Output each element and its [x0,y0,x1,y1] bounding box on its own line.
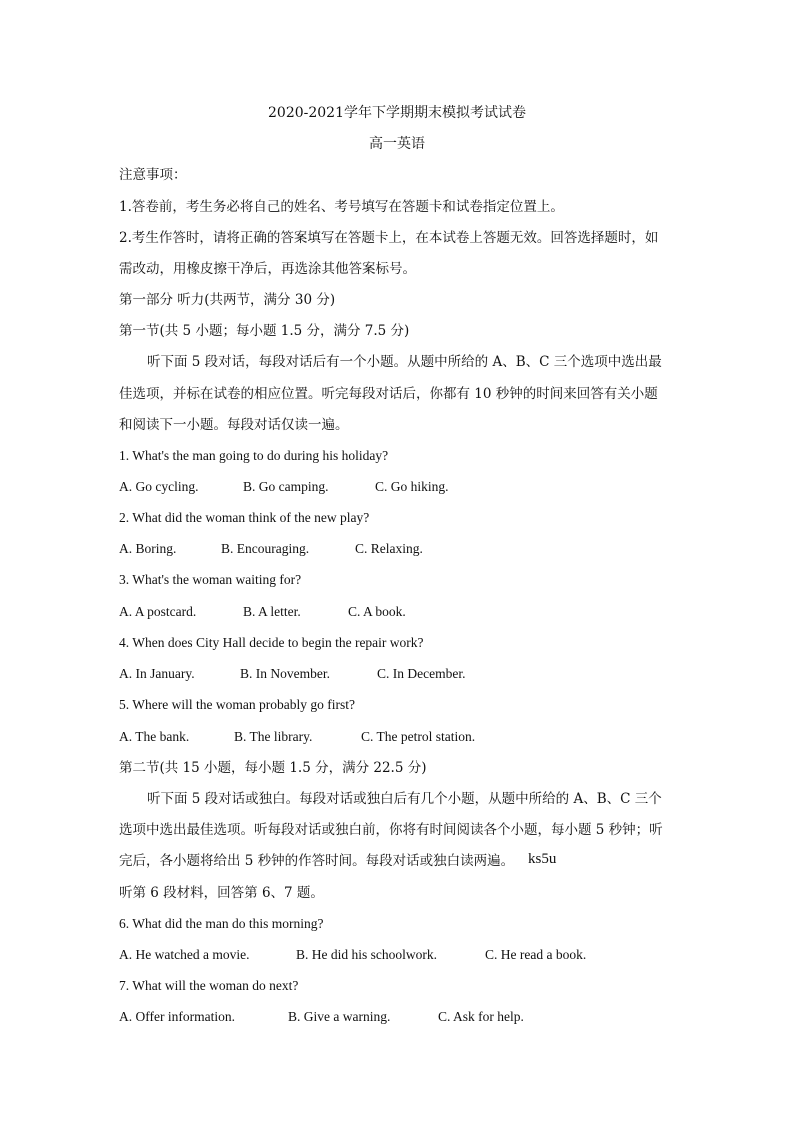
section2-heading: 第二节(共 15 小题，每小题 1.5 分，满分 22.5 分) [119,760,427,776]
option-c[interactable]: C. He read a book. [485,947,587,962]
option-b[interactable]: B. The library. [234,729,313,744]
option-c[interactable]: C. The petrol station. [361,729,476,744]
option-a[interactable]: A. A postcard. [119,604,197,619]
option-a[interactable]: A. The bank. [119,729,190,744]
section2-instructions-line-1: 听下面 5 段对话或独白。每段对话或独白后有几个小题，从题中所给的 A、B、C 三个 [147,791,662,807]
option-a[interactable]: A. Boring. [119,541,177,556]
section1-instructions-line-1: 听下面 5 段对话，每段对话后有一个小题。从题中所给的 A、B、C 三个选项中选出最 [147,354,662,370]
option-a[interactable]: A. Go cycling. [119,479,199,494]
option-b[interactable]: B. Give a warning. [288,1009,391,1024]
option-a[interactable]: A. Offer information. [119,1009,235,1024]
notice-item-2-line-1: 2.考生作答时，请将正确的答案填写在答题卡上，在本试卷上答题无效。回答选择题时，如 [119,230,659,246]
option-a[interactable]: A. In January. [119,666,195,681]
option-a[interactable]: A. He watched a movie. [119,947,250,962]
material-6-heading: 听第 6 段材料，回答第 6、7 题。 [119,885,324,901]
option-c[interactable]: C. Go hiking. [375,479,449,494]
option-c[interactable]: C. Ask for help. [438,1009,524,1024]
option-b[interactable]: B. He did his schoolwork. [296,947,437,962]
option-b[interactable]: B. In November. [240,666,330,681]
question-1-stem: 1. What's the man going to do during his holiday? [119,448,389,463]
option-c[interactable]: C. Relaxing. [355,541,423,556]
part1-heading: 第一部分 听力(共两节，满分 30 分) [119,292,336,308]
option-c[interactable]: C. A book. [348,604,406,619]
notice-item-2-line-2: 需改动，用橡皮擦干净后，再选涂其他答案标号。 [119,261,416,277]
question-2-stem: 2. What did the woman think of the new play? [119,510,370,525]
section1-instructions-line-2: 佳选项，并标在试卷的相应位置。听完每段对话后，你都有 10 秒钟的时间来回答有关小题 [119,386,658,402]
notice-heading: 注意事项： [119,167,187,183]
section2-instructions-line-2: 选项中选出最佳选项。听每段对话或独白前，你将有时间阅读各个小题，每小题 5 秒钟；听 [119,822,663,838]
section1-heading: 第一节(共 5 小题；每小题 1.5 分，满分 7.5 分) [119,323,410,339]
watermark-text: ks5u [528,851,557,867]
section2-instructions-line-3: 完后，各小题将给出 5 秒钟的作答时间。每段对话或独白读两遍。 [119,853,515,869]
option-b[interactable]: B. Encouraging. [221,541,310,556]
question-6-stem: 6. What did the man do this morning? [119,916,324,931]
exam-title: 2020-2021学年下学期期末模拟考试试卷 [268,105,526,121]
notice-item-1: 1.答卷前，考生务必将自己的姓名、考号填写在答题卡和试卷指定位置上。 [119,199,564,215]
option-b[interactable]: B. Go camping. [243,479,329,494]
option-b[interactable]: B. A letter. [243,604,301,619]
question-3-stem: 3. What's the woman waiting for? [119,572,302,587]
question-4-stem: 4. When does City Hall decide to begin the repair work? [119,635,424,650]
option-c[interactable]: C. In December. [377,666,466,681]
question-5-stem: 5. Where will the woman probably go first? [119,697,355,712]
question-7-stem: 7. What will the woman do next? [119,978,299,993]
exam-subject: 高一英语 [369,136,425,152]
section1-instructions-line-3: 和阅读下一小题。每段对话仅读一遍。 [119,417,349,433]
